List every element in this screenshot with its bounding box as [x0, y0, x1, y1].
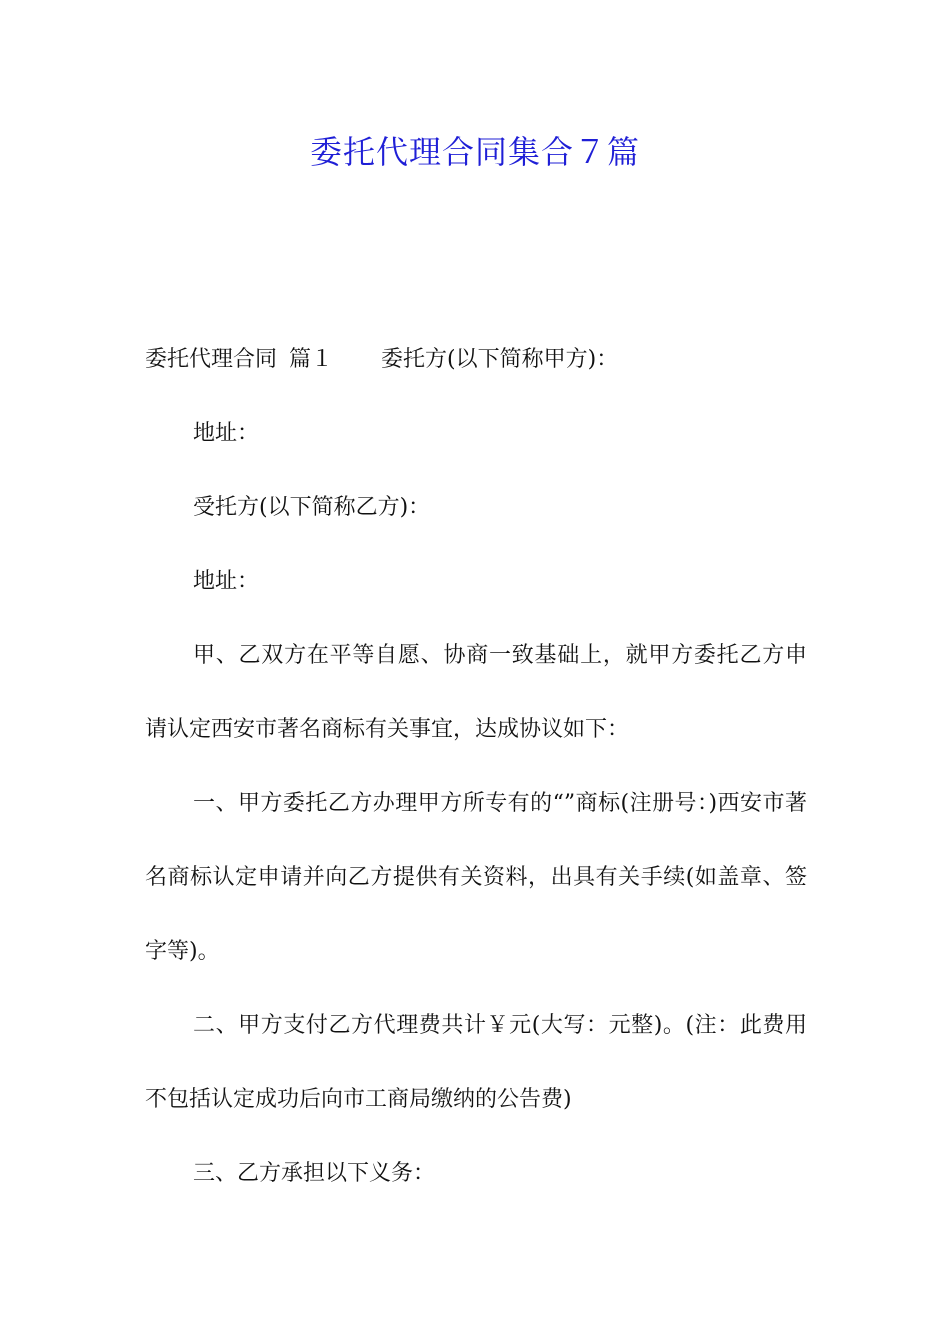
paragraph-4: 地址： [193, 569, 260, 594]
paragraph-6: 一、甲方委托乙方办理甲方所专有的“”商标(注册号：)西安市著名商标认定申请并向乙方提供有关资料，出具有关手续(如盖章、签字等)。 [145, 791, 807, 964]
party-a-label: 委托方(以下简称甲方)： [381, 347, 619, 372]
paragraph-7: 二、甲方支付乙方代理费共计￥元(大写：元整)。(注：此费用不包括认定成功后向市工商局缴纳的公告费) [145, 1013, 807, 1112]
contract-part-label: 篇１ [289, 347, 334, 372]
document-title: 委托代理合同集合７篇 [309, 133, 640, 171]
paragraph-5: 甲、乙双方在平等自愿、协商一致基础上，就甲方委托乙方申请认定西安市著名商标有关事宜，达成协议如下： [145, 643, 807, 742]
contract-heading: 委托代理合同 [145, 347, 278, 372]
paragraph-8: 三、乙方承担以下义务： [193, 1161, 436, 1186]
paragraph-2: 地址： [193, 421, 260, 446]
paragraph-3: 受托方(以下简称乙方)： [193, 495, 431, 520]
paragraph-1 [145, 323, 807, 397]
document-body [145, 323, 807, 1211]
